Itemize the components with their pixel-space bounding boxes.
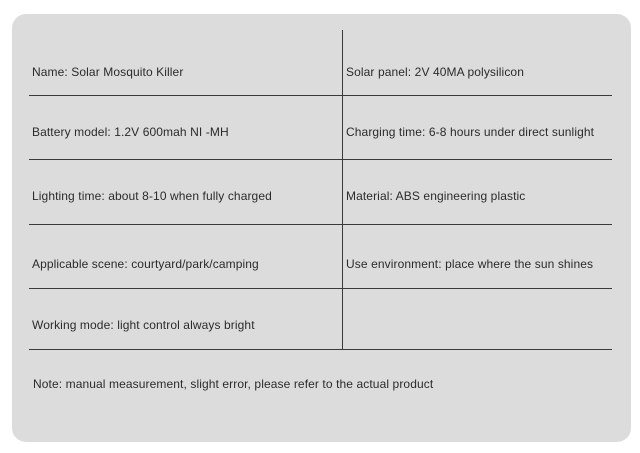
spec-card	[12, 14, 631, 442]
spec-material: Material: ABS engineering plastic	[346, 189, 526, 203]
spec-battery-model: Battery model: 1.2V 600mah NI -MH	[32, 125, 229, 139]
row-divider	[29, 159, 612, 160]
spec-applicable-scene: Applicable scene: courtyard/park/camping	[32, 257, 259, 271]
spec-solar-panel: Solar panel: 2V 40MA polysilicon	[346, 65, 524, 79]
row-divider	[29, 349, 612, 350]
row-divider	[29, 288, 612, 289]
column-divider	[342, 30, 343, 349]
spec-working-mode: Working mode: light control always bright	[32, 318, 255, 332]
spec-lighting-time: Lighting time: about 8-10 when fully charged	[32, 189, 272, 203]
measurement-note: Note: manual measurement, slight error, please refer to the actual product	[33, 377, 434, 391]
spec-charging-time: Charging time: 6-8 hours under direct sunlight	[346, 125, 595, 139]
row-divider	[29, 95, 612, 96]
spec-use-environment: Use environment: place where the sun shines	[346, 257, 594, 271]
row-divider	[29, 224, 612, 225]
spec-name: Name: Solar Mosquito Killer	[32, 65, 184, 79]
